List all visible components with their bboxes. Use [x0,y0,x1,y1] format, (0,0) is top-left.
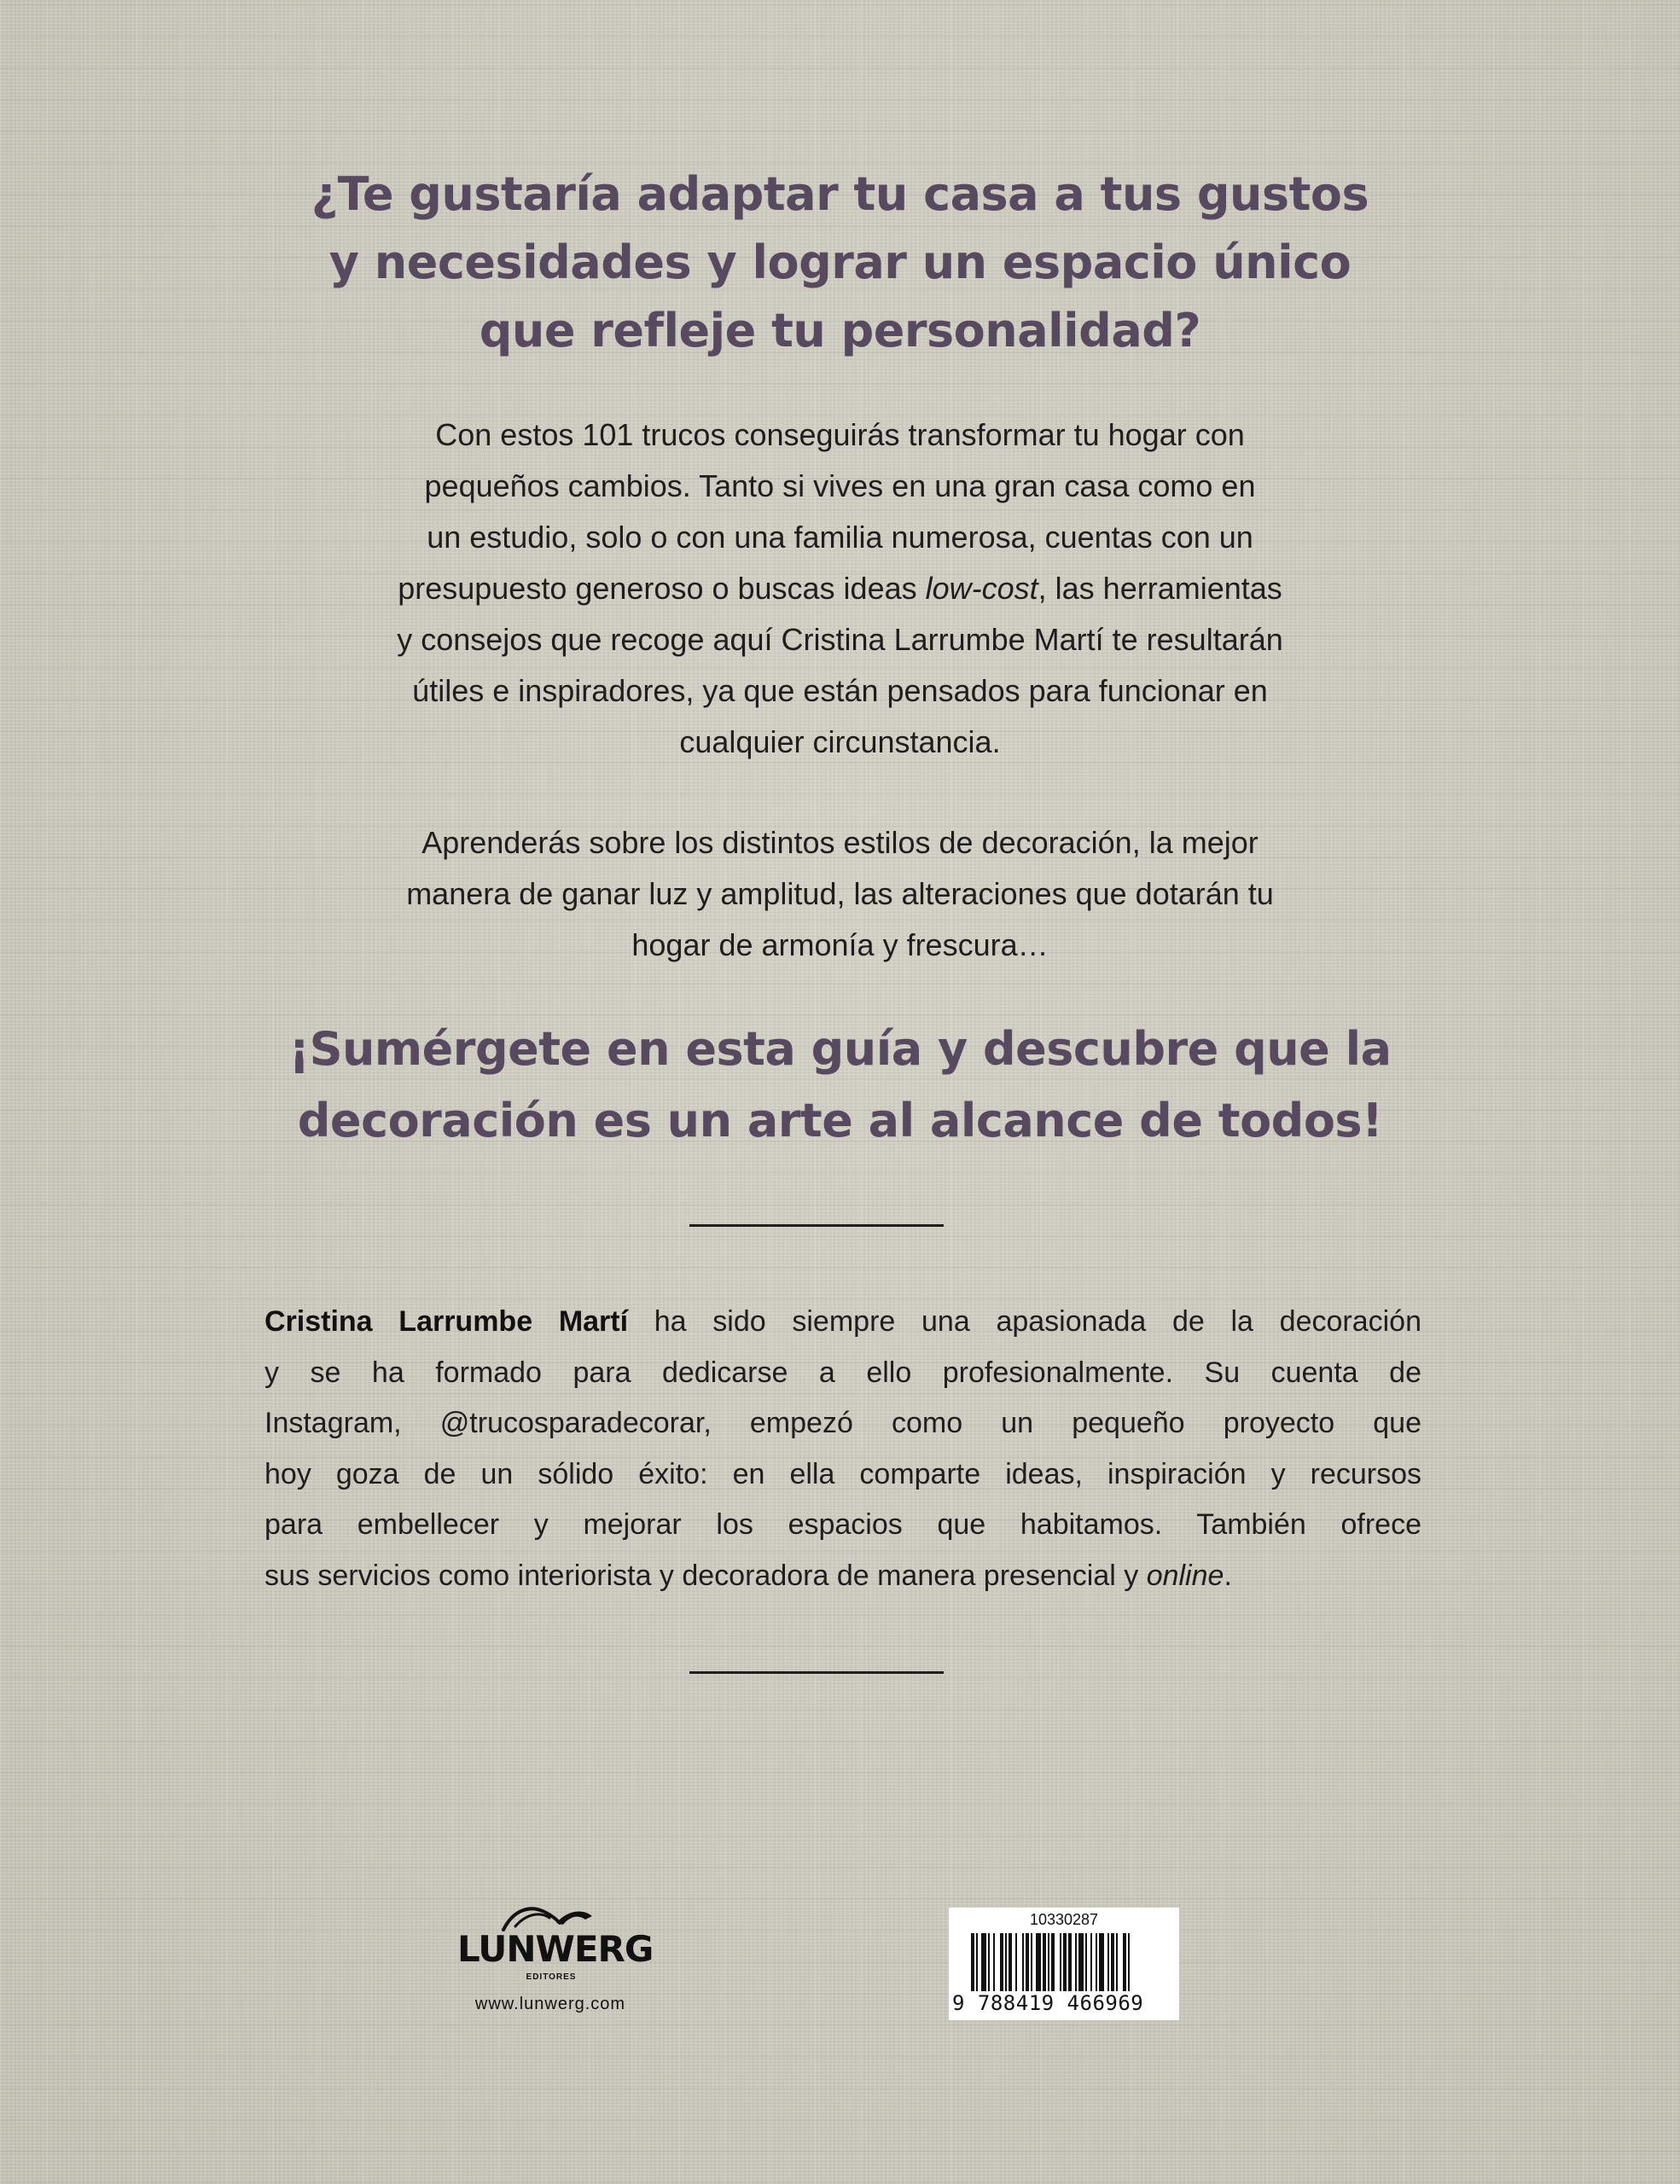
barcode-bars [971,1933,1174,1991]
bio-line: y se ha formado para dedicarse a ello profesionalmente. Su cuenta de [264,1356,1421,1389]
bio-line [264,1297,1421,1348]
paragraph-line [0,563,1680,614]
italic-term: low-cost [925,571,1038,606]
heading-line: decoración es un arte al alcance de todos! [297,1094,1383,1147]
barcode-bar [971,1933,974,1991]
barcode-bar [1090,1933,1092,1991]
barcode-bar [1048,1933,1049,1991]
italic-term: online [1146,1559,1224,1592]
main-question-heading [0,160,1680,365]
paragraph-line: hogar de armonía y frescura… [631,927,1049,962]
publisher-url: www.lunwerg.com [474,1995,626,2013]
paragraph-line: y consejos que recoge aquí Cristina Larrumbe Martí te resultarán [397,622,1283,657]
heading-line: ¡Sumérgete en esta guía y descubre que la [288,1022,1392,1076]
publisher-logo [452,1901,654,2020]
barcode-bar [1015,1933,1017,1991]
paragraph-line: pequeños cambios. Tanto si vives en una gran casa como en [424,468,1256,503]
author-name: Cristina Larrumbe Martí [264,1305,629,1338]
barcode-bar [1078,1933,1084,1991]
heading-line: ¿Te gustaría adaptar tu casa a tus gustos [311,167,1369,221]
barcode-bar [1026,1933,1029,1991]
barcode-bar [1005,1933,1007,1991]
intro-paragraph [0,410,1680,768]
barcode-bar [1022,1933,1024,1991]
barcode-bar [1060,1933,1061,1991]
paragraph-text: , las herramientas [1038,571,1282,606]
barcode-bar [1096,1933,1097,1991]
barcode-bar [1116,1933,1118,1991]
barcode-bar [1107,1933,1109,1991]
barcode-bar [1111,1933,1114,1991]
barcode-bar [1075,1933,1077,1991]
barcode-bar [1043,1933,1046,1991]
divider [689,1671,944,1674]
publisher-subtitle: EDITORES [526,1972,577,1982]
publisher-name: LUNWERG [457,1928,654,1970]
bio-text: ha sido siempre una apasionada de la decoración [628,1305,1422,1338]
paragraph-line: cualquier circunstancia. [679,724,1001,759]
paragraph-line: útiles e inspiradores, ya que están pensados para funcionar en [412,673,1268,708]
bio-line [264,1551,1421,1602]
bio-text: . [1224,1559,1232,1592]
call-to-action-heading [0,1014,1680,1157]
barcode-bar [981,1933,986,1991]
paragraph-line: un estudio, solo o con una familia numerosa, cuentas con un [427,520,1253,555]
bio-line: para embellecer y mejorar los espacios que habitamos. También ofrece [264,1508,1421,1541]
barcode-bar [988,1933,990,1991]
bio-line: hoy goza de un sólido éxito: en ella comparte ideas, inspiración y recursos [264,1457,1421,1490]
barcode-bar [993,1933,995,1991]
heading-line: y necesidades y lograr un espacio único [328,235,1352,289]
barcode-bar [1031,1933,1032,1991]
bio-line: Instagram, @trucosparadecorar, empezó como un pequeño proyecto que [264,1407,1421,1439]
barcode-bar [1000,1933,1003,1991]
barcode-bar [1009,1933,1012,1991]
barcode-bar [976,1933,978,1991]
barcode-bar [1123,1933,1126,1991]
paragraph-text: presupuesto generoso o buscas ideas [398,571,926,606]
barcode-bar [1085,1933,1087,1991]
product-code: 10330287 [1029,1911,1099,1928]
heading-line: que refleje tu personalidad? [479,304,1201,357]
paragraph-line: manera de ganar luz y amplitud, las alteraciones que dotarán tu [406,876,1274,911]
paragraph-line: Aprenderás sobre los distintos estilos de decoración, la mejor [421,825,1259,860]
barcode-bar [1036,1933,1041,1991]
barcode-bar [1068,1933,1072,1991]
isbn-number: 9 788419 466969 [952,1991,1144,2015]
barcode-bar [1099,1933,1104,1991]
barcode-bar [1051,1933,1055,1991]
divider [689,1224,944,1227]
paragraph-line: Con estos 101 trucos conseguirás transformar tu hogar con [435,417,1245,452]
barcode-bar [1063,1933,1067,1991]
isbn-barcode [949,1908,1179,2020]
author-bio [264,1297,1421,1601]
bio-text: sus servicios como interiorista y decoradora de manera presencial y [264,1559,1147,1592]
learn-paragraph [0,817,1680,971]
barcode-bar [1128,1933,1130,1991]
